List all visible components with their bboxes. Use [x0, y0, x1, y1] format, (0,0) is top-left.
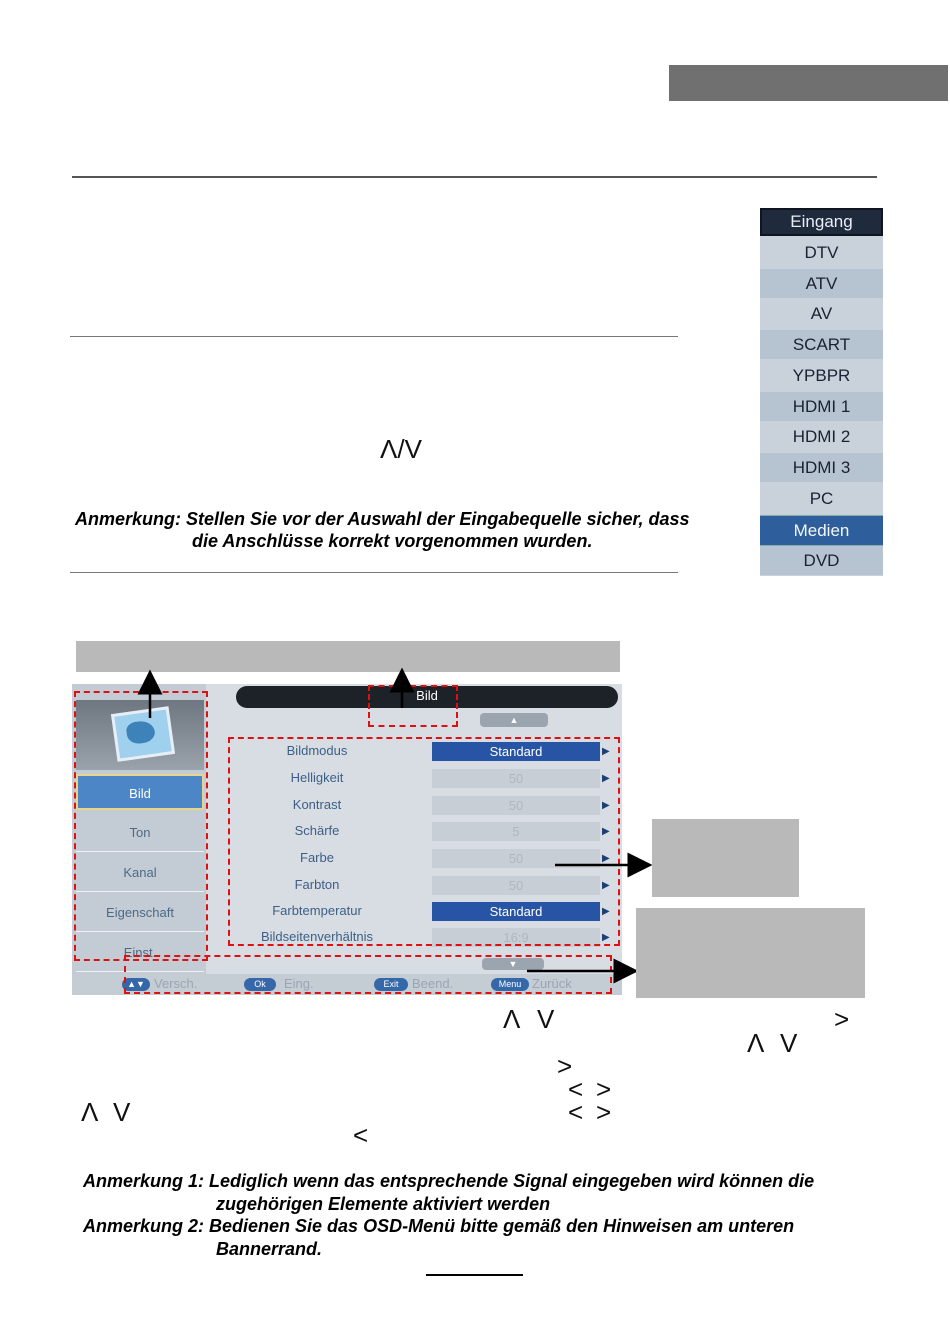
osd-row-value[interactable]: Standard: [432, 742, 600, 761]
input-note-line1: Anmerkung: Stellen Sie vor der Auswahl der Eingabequelle sicher, dass: [75, 509, 690, 529]
input-item-medien[interactable]: Medien: [760, 515, 883, 546]
input-item-ypbpr[interactable]: YPBPR: [792, 366, 851, 385]
input-item-dvd[interactable]: DVD: [760, 546, 883, 575]
note-2-line2: Bannerrand.: [216, 1239, 323, 1259]
osd-row-value[interactable]: 5: [432, 822, 600, 841]
input-item-pc[interactable]: PC: [809, 489, 834, 508]
osd-row-label: Bildmodus: [286, 743, 348, 758]
ok-key-icon: Ok: [244, 978, 276, 991]
note-1-line1: Anmerkung 1: Lediglich wenn das entsprechende Signal eingegeben wird können die: [83, 1171, 815, 1191]
osd-scroll-up-icon[interactable]: ▲: [480, 713, 548, 727]
left-arrow-icon: <: [568, 1097, 584, 1127]
chevron-right-icon: ▶: [602, 906, 610, 917]
right-arrow-icon: >: [596, 1097, 612, 1127]
input-item-hdmi2[interactable]: HDMI 2: [792, 427, 851, 446]
chevron-right-icon: ▶: [602, 853, 610, 864]
input-item-hdmi1[interactable]: HDMI 1: [760, 392, 883, 421]
callout-box-footer: [636, 908, 865, 998]
osd-row-label: Helligkeit: [290, 770, 344, 785]
osd-title: Bild: [416, 688, 438, 703]
exit-key-icon: Exit: [374, 978, 408, 991]
right-arrow-icon: >: [834, 1004, 850, 1034]
down-arrow-icon: V: [780, 1028, 798, 1058]
right-arrow-icon: >: [596, 1074, 612, 1104]
right-arrow-icon: >: [557, 1051, 573, 1081]
left-arrow-icon: <: [353, 1120, 369, 1150]
footer-hint: Beend.: [412, 976, 454, 991]
input-item-av[interactable]: AV: [810, 304, 833, 323]
input-item-hdmi3[interactable]: HDMI 3: [760, 453, 883, 482]
page-number-underline: [426, 1274, 523, 1276]
input-item-dtv[interactable]: DTV: [804, 243, 839, 262]
input-note-line2: die Anschlüsse korrekt vorgenommen wurden.: [192, 531, 593, 551]
chevron-right-icon: ▶: [602, 826, 610, 837]
osd-row-label: Schärfe: [294, 823, 340, 838]
osd-tab-ton[interactable]: Ton: [76, 815, 204, 852]
osd-row-label: Farbtemperatur: [272, 903, 362, 918]
osd-row-label: Farbe: [300, 850, 334, 865]
osd-row-label: Kontrast: [292, 797, 342, 812]
up-arrow-icon: Λ: [503, 1004, 521, 1034]
osd-tab-bild[interactable]: Bild: [76, 774, 204, 810]
down-arrow-icon: V: [113, 1097, 131, 1127]
footer-hint: Zurück: [532, 976, 572, 991]
osd-tab-kanal[interactable]: Kanal: [76, 855, 204, 892]
callout-box-items: [652, 819, 799, 897]
down-arrow-icon: V: [537, 1004, 555, 1034]
up-arrow-icon: Λ: [81, 1097, 99, 1127]
osd-row-label: Bildseitenverhältnis: [260, 929, 373, 944]
up-down-arrows-icon: Λ/V: [380, 434, 422, 464]
input-item-scart[interactable]: SCART: [760, 330, 883, 359]
left-arrow-icon: <: [568, 1074, 584, 1104]
osd-row-value[interactable]: 16:9: [432, 928, 600, 947]
menu-key-icon: Menu: [491, 978, 529, 991]
input-menu-title: Eingang: [760, 208, 883, 236]
osd-row-value[interactable]: 50: [432, 796, 600, 815]
input-item-atv[interactable]: ATV: [760, 269, 883, 298]
chevron-right-icon: ▶: [602, 773, 610, 784]
chevron-right-icon: ▶: [602, 746, 610, 757]
note-2-line1: Anmerkung 2: Bedienen Sie das OSD-Menü bitte gemäß den Hinweisen am unteren: [83, 1216, 795, 1236]
chevron-right-icon: ▶: [602, 880, 610, 891]
osd-tab-eigenschaft[interactable]: Eigenschaft: [76, 895, 204, 932]
osd-row-label: Farbton: [294, 877, 340, 892]
note-1-line2: zugehörigen Elemente aktiviert werden: [216, 1194, 551, 1214]
footer-hint: Versch.: [154, 976, 198, 991]
footer-hint: Eing.: [284, 976, 314, 991]
osd-row-value[interactable]: 50: [432, 769, 600, 788]
chevron-right-icon: ▶: [602, 932, 610, 943]
osd-row-value[interactable]: 50: [432, 876, 600, 895]
up-arrow-icon: Λ: [747, 1028, 765, 1058]
navigate-key-icon: ▲▼: [122, 978, 150, 991]
osd-row-value[interactable]: Standard: [432, 902, 600, 921]
chevron-right-icon: ▶: [602, 800, 610, 811]
osd-scroll-down-icon[interactable]: ▼: [482, 958, 544, 970]
osd-row-value[interactable]: 50: [432, 849, 600, 868]
osd-tab-einst[interactable]: Einst.: [76, 935, 204, 972]
